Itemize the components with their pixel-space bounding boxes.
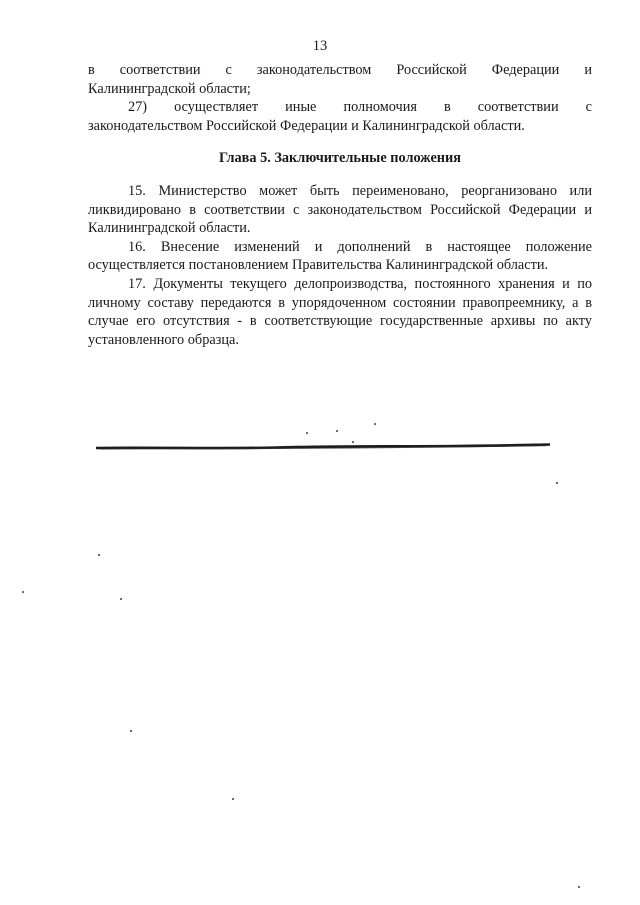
scan-speck	[22, 591, 24, 593]
scan-speck	[336, 430, 338, 432]
scan-speck	[232, 798, 234, 800]
final-provisions-block	[88, 182, 592, 349]
continuation-block	[88, 61, 592, 135]
scan-speck	[578, 886, 580, 888]
continuation-line-2: Калининградской области;	[88, 80, 251, 97]
chapter-heading: Глава 5. Заключительные положения	[218, 150, 462, 166]
end-of-document-line	[96, 442, 550, 452]
scan-speck	[120, 598, 122, 600]
scan-speck	[98, 554, 100, 556]
item-16: 16. Внесение изменений и дополнений в настоящее положение осуществляется постановлением Правительства Калининградской области.	[88, 238, 592, 274]
item-17: 17. Документы текущего делопроизводства, постоянного хранения и по личному составу передаются в упорядоченном состоянии правопреемнику, а в случае его отсутствия - в соответствующие государственные архивы по акту установленного образца.	[88, 275, 592, 348]
scan-speck	[130, 730, 132, 732]
continuation-line-1: в соответствии с законодательством Российской Федерации и	[88, 62, 592, 78]
scan-speck	[374, 423, 376, 425]
page-number: 13	[312, 38, 328, 54]
scan-speck	[306, 432, 308, 434]
scan-speck	[556, 482, 558, 484]
item-27-line-2: законодательством Российской Федерации и Калининградской области.	[88, 117, 525, 134]
item-27-line-1: 27) осуществляет иные полномочия в соответствии с	[128, 99, 592, 116]
item-15: 15. Министерство может быть переименовано, реорганизовано или ликвидировано в соответствии с законодательством Российской Федерации и Калининградской области.	[88, 183, 592, 237]
scan-speck	[352, 441, 354, 443]
